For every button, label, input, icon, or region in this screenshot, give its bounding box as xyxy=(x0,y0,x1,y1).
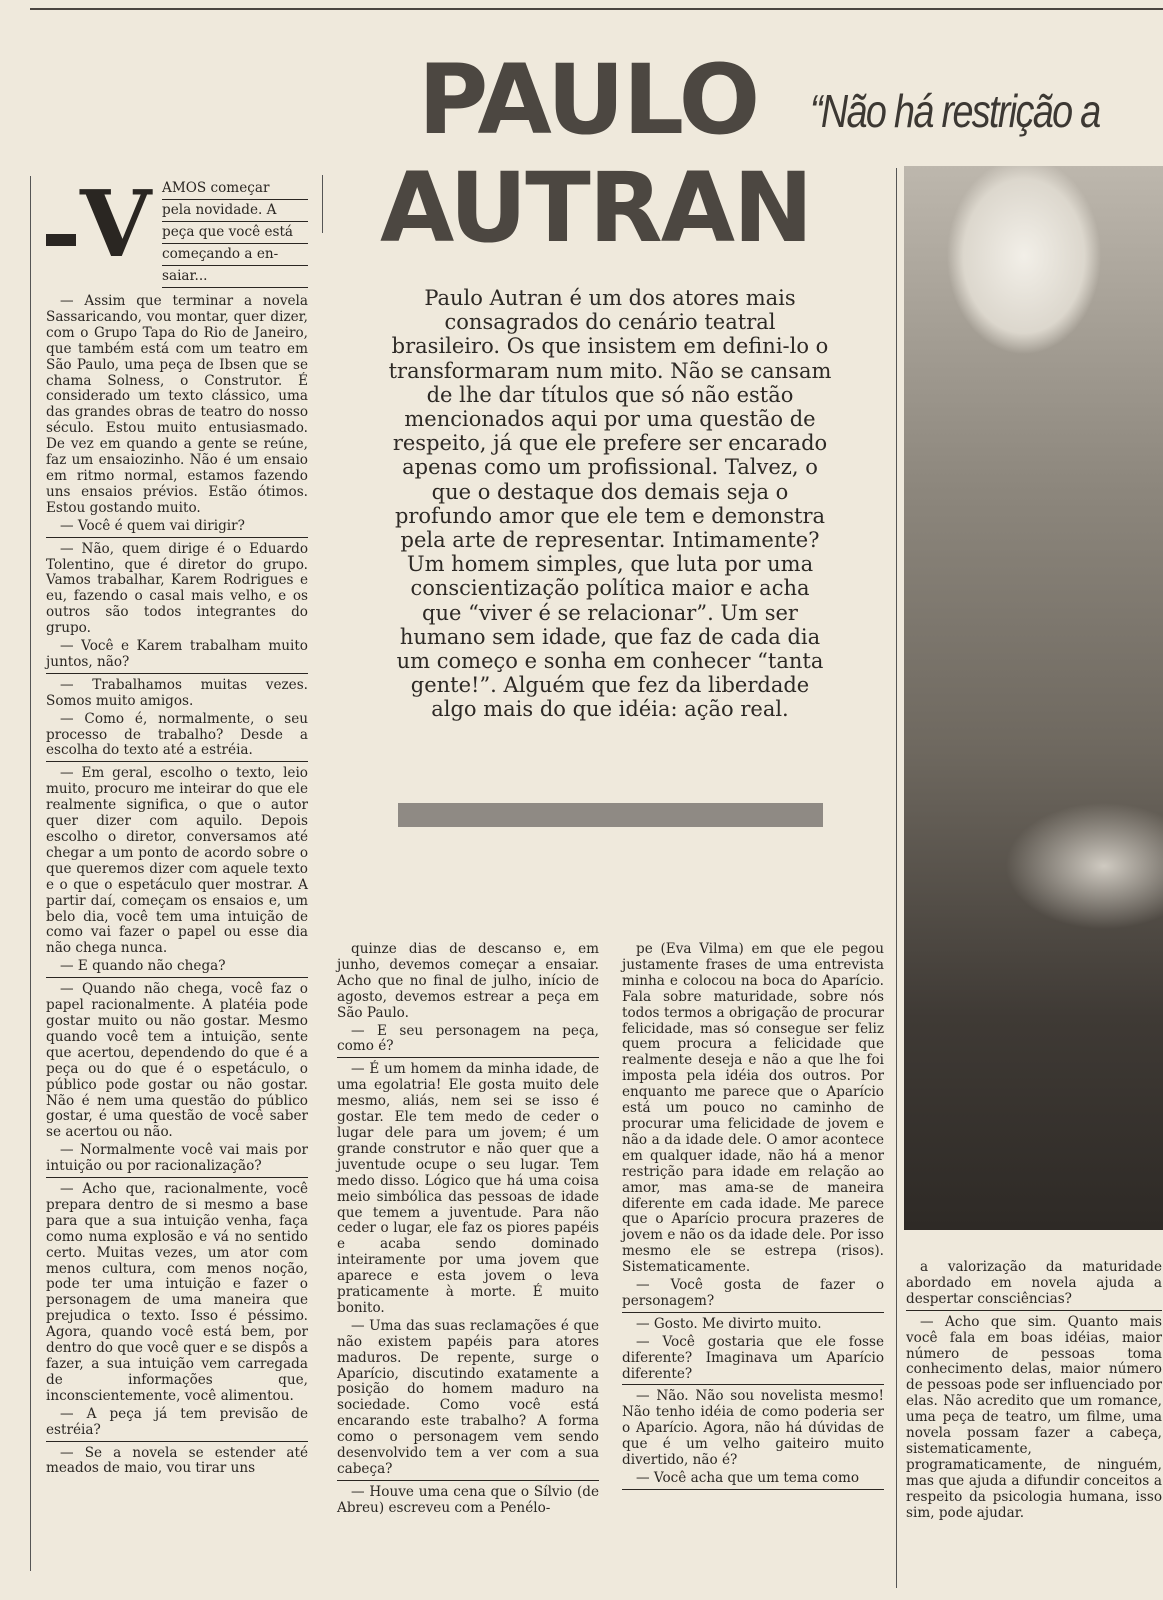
column-rule xyxy=(322,175,323,233)
interview-question: — Você acha que um tema como xyxy=(622,1471,884,1490)
interview-answer: pe (Eva Vilma) em que ele pegou justamente frases de uma entrevista minha e colocou na boca do Aparício. Fala sobre maturidade, sobre nós todos termos a obrigação de procurar felicidade, mas só consegue ser feliz quem procura a felicidade que realmente deseja e não a que lhe foi imposta pela idéia dos outros. Por enquanto me parece que o Aparício está um pouco no caminho de procurar uma felicidade de jovem e não a da idade dele. O amor acontece em qualquer idade, não há a menor restrição para idade em relação ao amor, mas ama-se de maneira diferente em cada idade. Me parece que o Aparício procura prazeres de jovem e não os da idade dele. Por isso mesmo ele se estrepa (risos). Sistematicamente. xyxy=(622,941,884,1276)
top-rule xyxy=(30,8,1163,10)
interview-answer: — Não. Não sou novelista mesmo! Não tenho idéia de como poderia ser o Aparício. Agora, não há dúvidas de que é um velho gaiteiro muito divertido, não é? xyxy=(622,1388,884,1469)
column-2 xyxy=(337,942,599,1519)
lead-line: pela novidade. A xyxy=(162,200,308,222)
interview-answer: — Quando não chega, você faz o papel racionalmente. A platéia pode gostar muito ou não gostar. Mesmo quando você tem a intuição, sente que acertou, dependendo do que é a peça ou do que é o espetáculo, o público pode gostar ou não gostar. Não é nem uma questão do público gostar, é uma questão de você saber se acertou ou não. xyxy=(46,981,308,1141)
column-rule xyxy=(30,176,31,1571)
column-3 xyxy=(622,942,884,1494)
title-first-name: PAULO xyxy=(418,44,759,156)
interview-question: — Como é, normalmente, o seu processo de trabalho? Desde a escolha do texto até a estréia. xyxy=(46,712,308,763)
interview-answer: — É um homem da minha idade, de uma egolatria! Ele gosta muito dele mesmo, aliás, nem sei se isso é gostar. Ele tem medo de ceder o lugar dele para um jovem; é um grande construtor e não quer que a juventude ocupe o seu lugar. Tem medo disso. Lógico que há uma coisa meio simbólica das pessoas de idade que temem a juventude. Para não ceder o lugar, ele faz os piores papéis e acaba sendo dominado inteiramente por uma jovem que aparece e esta jovem o leva praticamente à morte. É muito bonito. xyxy=(337,1061,599,1316)
interview-question: — Normalmente você vai mais por intuição ou por racionalização? xyxy=(46,1143,308,1178)
lead-line: peça que você está xyxy=(162,222,308,244)
column-1 xyxy=(46,170,308,1479)
interview-answer: — Acho que sim. Quanto mais você fala em boas idéias, maior número de pessoas toma conhecimento delas, maior número de pessoas pode ser influenciado por elas. Não acredito que um romance, uma peça de teatro, um filme, uma novela possam fazer a cabeça, sistematicamente, programaticamente, de ninguém, mas que ajuda a difundir conceitos a respeito da psicologia humana, isso sim, pode ajudar. xyxy=(906,1313,1162,1521)
intro-bar xyxy=(398,803,823,827)
intro-paragraph: Paulo Autran é um dos atores mais consagrados do cenário teatral brasileiro. Os que insistem em defini-lo o transformaram num mito. Não se cansam de lhe dar títulos que só não estão mencionados aqui por uma questão de respeito, já que ele prefere ser encarado apenas como um profissional. Talvez, o que o destaque dos demais seja o profundo amor que ele tem e demonstra pela arte de representar. Intimamente? Um homem simples, que luta por uma conscientização política maior e acha que “viver é se relacionar”. Um ser humano sem idade, que faz de cada dia um começo e sonha em conhecer “tanta gente!”. Alguém que fez da liberdade algo mais do que idéia: ação real. xyxy=(388,286,832,722)
drop-cap: V xyxy=(80,170,152,278)
interview-question: — A peça já tem previsão de estréia? xyxy=(46,1407,308,1442)
lead-line: saiar... xyxy=(162,266,308,288)
interview-answer: — Acho que, racionalmente, você prepara dentro de si mesmo a base para que a sua intuição venha, faça como numa explosão e vá no sentido certo. Muitas vezes, um ator com menos cultura, com menos noção, pode ter uma intuição e fazer o personagem de uma maneira que prejudica o texto. Isso é péssimo. Agora, quando você está bem, por dentro do que você quer e se dispôs a fazer, a sua intuição vem carregada de informações que, inconscientemente, você alimentou. xyxy=(46,1181,308,1404)
portrait-photo xyxy=(904,166,1163,1230)
lead-line: AMOS começar xyxy=(162,178,308,200)
interview-answer: — Gosto. Me divirto muito. xyxy=(636,1315,822,1332)
lead-block xyxy=(46,170,308,294)
column-1-body xyxy=(46,294,308,1477)
interview-answer: quinze dias de descanso e, em junho, devemos começar a ensaiar. Acho que no final de julho, início de agosto, devemos estrear a peça em São Paulo. xyxy=(337,941,599,1021)
interview-answer: — Trabalhamos muitas vezes. Somos muito amigos. xyxy=(46,676,308,709)
interview-question: — Uma das suas reclamações é que não existem papéis para atores maduros. De repente, surge o Aparício, discutindo exatamente a posição do homem maduro na sociedade. Como você está encarando este trabalho? A forma como o personagem vem sendo desenvolvido tem a ver com a sua cabeça? xyxy=(337,1319,599,1481)
interview-answer: — Se a novela se estender até meados de maio, vou tirar uns xyxy=(46,1444,308,1477)
dash-mark xyxy=(46,234,76,246)
interview-question: — Você e Karem trabalham muito juntos, não? xyxy=(46,639,308,674)
interview-question: a valorização da maturidade abordado em novela ajuda a despertar consciências? xyxy=(906,1260,1162,1311)
interview-answer: — Houve uma cena que o Sílvio (de Abreu) escreveu com a Penélo- xyxy=(337,1483,599,1516)
lead-line: começando a en- xyxy=(162,244,308,266)
interview-question: — Você é quem vai dirigir? xyxy=(46,519,308,538)
interview-question: — Você gostaria que ele fosse diferente? Imaginava um Aparício diferente? xyxy=(622,1335,884,1386)
interview-question: — E quando não chega? xyxy=(46,959,308,978)
interview-answer: — Em geral, escolho o texto, leio muito, procuro me inteirar do que ele realmente significa, o que o autor quer dizer com aquilo. Depois escolho o diretor, conversamos até chegar a um ponto de acordo sobre o que queremos dizer com aquele texto e o que o espetáculo quer mostrar. A partir daí, começam os ensaios e, um belo dia, você tem uma intuição de como vai fazer o papel ou esse dia não chega nunca. xyxy=(46,765,308,957)
interview-answer: — Assim que terminar a novela Sassaricando, vou montar, quer dizer, com o Grupo Tapa do Rio de Janeiro, que também está com um teatro em São Paulo, uma peça de Ibsen que se chama Solness, o Construtor. É considerado um texto clássico, uma das grandes obras de teatro do nosso século. Estou muito entusiasmado. De vez em quando a gente se reúne, faz um ensaiozinho. Não é um ensaio em ritmo normal, estamos fazendo uns ensaios prévios. Estão ótimos. Estou gostando muito. xyxy=(46,293,308,516)
column-4 xyxy=(906,1260,1162,1524)
interview-answer: — Não, quem dirige é o Eduardo Tolentino, que é diretor do grupo. Vamos trabalhar, Karem Rodrigues e eu, fazendo o casal mais velho, e os outros são todos integrantes do grupo. xyxy=(46,540,308,637)
lead-question xyxy=(162,178,308,288)
column-rule xyxy=(896,168,897,1588)
title-last-name: AUTRAN xyxy=(380,152,812,264)
interview-question: — Você gosta de fazer o personagem? xyxy=(622,1278,884,1313)
headline-quote: “Não há restrição a xyxy=(810,85,1100,137)
interview-question: — E seu personagem na peça, como é? xyxy=(337,1024,599,1059)
